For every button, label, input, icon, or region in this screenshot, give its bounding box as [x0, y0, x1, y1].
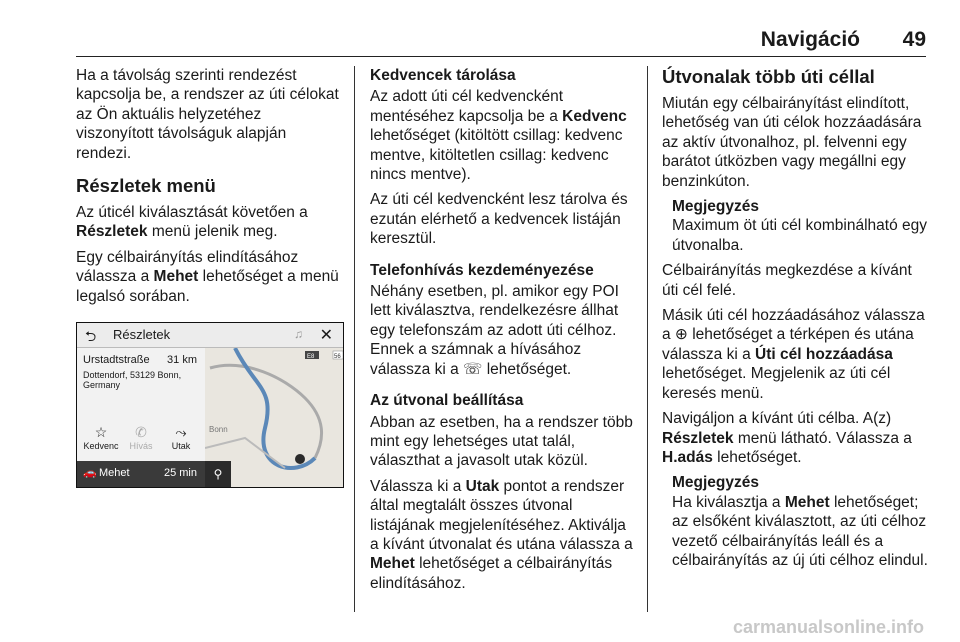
figure-go-label: Mehet	[99, 467, 130, 479]
figure-routes: ⤳ Utak	[161, 424, 201, 451]
section-title: Navigáció	[760, 28, 860, 51]
figure-destination: Urstadtstraße	[83, 354, 150, 366]
paragraph: Néhány esetben, pl. amikor egy POI lett kiválasztva, rendelkezésre állhat egy telefonszám az adott úti célhoz. Ennek a számnak a hívásához válassza ki a ☏ lehetőséget.	[370, 283, 619, 378]
paragraph: Az úticél kiválasztását követően a Részletek menü jelenik meg.	[76, 204, 308, 241]
figure-map-label: Bonn	[209, 425, 228, 434]
paragraph: Az úti cél kedvencként lesz tárolva és ezután elérhető a kedvencek listáján keresztül.	[370, 191, 628, 248]
column-2	[370, 66, 634, 599]
details-screenshot	[76, 322, 344, 488]
header-rule	[76, 56, 926, 57]
phone-icon: ✆	[135, 424, 147, 440]
figure-title: Részletek	[113, 327, 171, 342]
note-title: Megjegyzés	[672, 474, 760, 492]
heading-favourites: Kedvencek tárolása	[370, 67, 516, 84]
heading-route-setup: Az útvonal beállítása	[370, 392, 524, 410]
car-icon: 🚗	[83, 467, 97, 479]
routes-icon: ⤳	[175, 424, 187, 440]
paragraph: Másik úti cél hozzáadásához válassza a ⊕ lehetőséget a térképen és utána válassza ki a Úti cél hozzáadása lehetőséget. Megjelenik az úti cél keresés menü.	[662, 307, 925, 402]
column-divider	[354, 66, 355, 612]
column-3	[662, 66, 930, 576]
figure-distance: 31 km	[167, 354, 197, 366]
note-box	[672, 473, 930, 570]
note-box	[672, 197, 930, 255]
paragraph: Miután egy célbairányítást elindított, lehetőség van úti célok hozzáadására az aktív útvonalhoz, pl. felvenni egy barátot útközben vagy megállni egy benzinkúton.	[662, 95, 922, 190]
figure-title-bar	[77, 323, 343, 348]
heading-phone-call: Telefonhívás kezdeményezése	[370, 261, 594, 279]
map-pin-icon: ⚲	[205, 461, 231, 487]
figure-road-label-b: 56	[334, 354, 341, 360]
page-number: 49	[902, 28, 926, 51]
figure-favourite: ☆ Kedvenc	[81, 424, 121, 451]
heading-details-menu: Részletek menü	[76, 175, 216, 197]
paragraph: Válassza ki a Utak pontot a rendszer által megtalált összes útvonal listájának megjelenítéséhez. Aktiválja a kívánt útvonalat és utána válassza a Mehet lehetőséget a célbairányítás elindításához.	[370, 477, 633, 592]
note-text: Maximum öt úti cél kombinálható egy útvonalba.	[672, 217, 928, 254]
paragraph: Ha a távolság szerinti rendezést kapcsolja be, a rendszer az úti célokat az Ön aktuális helyzetéhez viszonyított távolságuk alapján rendezi.	[76, 67, 339, 162]
figure-call: ✆ Hívás	[121, 424, 161, 451]
figure-address: Dottendorf, 53129 Bonn, Germany	[83, 370, 182, 390]
page-header	[0, 0, 960, 54]
figure-road-label-a: E8	[307, 354, 315, 360]
figure-details-panel	[77, 348, 205, 487]
music-icon: ♫	[294, 327, 303, 341]
watermark: carmanualsonline.info	[732, 617, 924, 637]
paragraph: Abban az esetben, ha a rendszer több mint egy lehetséges utat talál, választhat a javasolt utak közül.	[370, 413, 633, 470]
close-icon: ✕	[319, 327, 333, 344]
paragraph: Navigáljon a kívánt úti célba. A(z) Részletek menü látható. Válassza a H.adás lehetőséget.	[662, 410, 912, 466]
star-icon: ☆	[94, 424, 108, 440]
figure-go-bar	[77, 461, 205, 487]
column-1	[76, 66, 342, 312]
paragraph: Az adott úti cél kedvencként mentéséhez kapcsolja be a Kedvenc lehetőséget (kitöltött csillag: kedvenc mentve, kitöltetlen csillag: kedvenc nincs mentve).	[370, 88, 627, 184]
note-title: Megjegyzés	[672, 198, 760, 216]
back-arrow-icon: ⮌	[85, 328, 97, 344]
column-divider	[647, 66, 648, 612]
paragraph: Egy célbairányítás elindításához válassza a Mehet lehetőséget a menü legalsó sorában.	[76, 248, 339, 305]
paragraph: Célbairányítás megkezdése a kívánt úti cél felé.	[662, 262, 912, 299]
heading-multi-destination: Útvonalak több úti céllal	[662, 66, 875, 87]
note-text: Ha kiválasztja a Mehet lehetőséget; az elsőként kiválasztott, az úti célhoz vezető célbairányítás leáll és a célbairányítás az új úti célhoz elindul.	[672, 493, 928, 569]
figure-time: 25 min	[163, 467, 197, 479]
